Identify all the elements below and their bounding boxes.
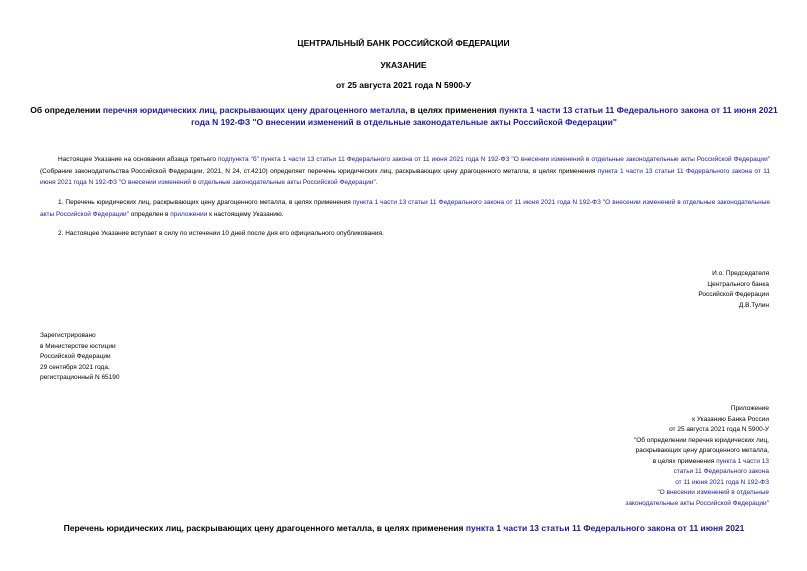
list-title xyxy=(30,523,778,533)
paragraph-text: определен в xyxy=(128,210,171,218)
document-subject xyxy=(30,105,778,128)
paragraph-text: . xyxy=(375,179,378,186)
appendix-line: "Об определении перечня юридических лиц, xyxy=(633,436,769,444)
document-date: от 25 августа 2021 года N 5900-У xyxy=(335,80,472,90)
appendix-line: от 25 августа 2021 года N 5900-У xyxy=(669,426,769,433)
document-type: УКАЗАНИЕ xyxy=(380,60,427,70)
list-title-text: Перечень юридических лиц, раскрывающих цену драгоценного металла, в целях применения xyxy=(63,523,466,533)
paragraph-text: к настоящему Указанию. xyxy=(207,210,284,218)
appendix-header xyxy=(625,404,769,509)
paragraph-2: 2. Настоящее Указание вступает в силу по истечении 10 дней после дня его официального опубликования. xyxy=(58,230,384,237)
law-link[interactable]: пункта 1 части 13 статьи 11 Федерального закона от 11 июня 2021 xyxy=(465,523,745,533)
appendix-line: к Указанию Банка России xyxy=(692,415,769,423)
subject-link-law[interactable]: пункта 1 части 13 статьи 11 Федерального закона от 11 июня 2021 года N 192-ФЗ "О внесении изменений в отдельные законодательные акты Российской Федерации" xyxy=(191,105,778,127)
registration-block xyxy=(40,331,120,384)
signature-line: Российской Федерации xyxy=(698,291,769,298)
law-link[interactable]: подпункта "б" пункта 1 части 13 статьи 11 Федерального закона от 11 июня 2021 года N 192-ФЗ "О внесении изменений в отдельные законодательные акты Российской Федерации" xyxy=(217,156,771,163)
registration-line: регистрационный N 65190 xyxy=(40,374,120,381)
appendix-text: в целях применения xyxy=(652,457,717,465)
registration-line: Российской Федерации xyxy=(40,353,111,360)
law-link[interactable]: законодательные акты Российской Федерации" xyxy=(625,499,769,507)
signature-block xyxy=(698,269,769,311)
law-link[interactable]: пункта 1 части 13 xyxy=(716,457,769,465)
law-link[interactable]: пункта 1 части 13 статьи 11 Федерального закона от 11 июня 2021 года N 192-ФЗ "О внесении изменений в отдельные законодательные акты Российской Федерации" xyxy=(40,167,770,186)
subject-text: Об определении xyxy=(30,105,103,115)
appendix-line xyxy=(625,457,769,468)
law-link[interactable]: статьи 11 Федерального закона xyxy=(673,468,769,475)
signature-line: И.о. Председателя xyxy=(712,270,769,277)
appendix-line: раскрывающих цену драгоценного металла, xyxy=(635,447,769,454)
signature-name: Д.В.Тулин xyxy=(738,301,769,309)
law-link[interactable]: пункта 1 части 13 статьи 11 Федерального закона от 11 июня 2021 года N 192-ФЗ "О внесении изменений в отдельные законодательные акты Российской Федерации" xyxy=(40,199,770,218)
paragraph-text: 1. Перечень юридических лиц, раскрывающих цену драгоценного металла, в целях применения xyxy=(58,199,353,206)
law-link[interactable]: от 11 июня 2021 года N 192-ФЗ xyxy=(675,478,769,486)
paragraph-text: Настоящее Указание на основании абзаца третьего xyxy=(58,156,218,163)
appendix-line: Приложение xyxy=(730,405,769,412)
registration-line: в Министерстве юстиции xyxy=(40,342,116,350)
registration-line: Зарегистрировано xyxy=(40,332,96,339)
appendix-link[interactable]: приложении xyxy=(170,210,208,218)
subject-text: , в целях применения xyxy=(405,105,500,115)
paragraph-text: (Собрание законодательства Российской Федерации, 2021, N 24, ст.4210) определяет перечень юридических лиц, раскрывающих цену драгоценного металла, в целях применения xyxy=(40,167,598,175)
law-link[interactable]: "О внесении изменений в отдельные xyxy=(657,489,769,496)
paragraph-preamble xyxy=(40,154,770,189)
bank-name: ЦЕНТРАЛЬНЫЙ БАНК РОССИЙСКОЙ ФЕДЕРАЦИИ xyxy=(297,38,510,48)
subject-link-list[interactable]: перечня юридических лиц, раскрывающих цену драгоценного металла xyxy=(102,105,406,115)
paragraph-1 xyxy=(40,197,770,220)
signature-line: Центрального банка xyxy=(707,280,769,288)
registration-line: 29 сентября 2021 года, xyxy=(40,363,110,371)
